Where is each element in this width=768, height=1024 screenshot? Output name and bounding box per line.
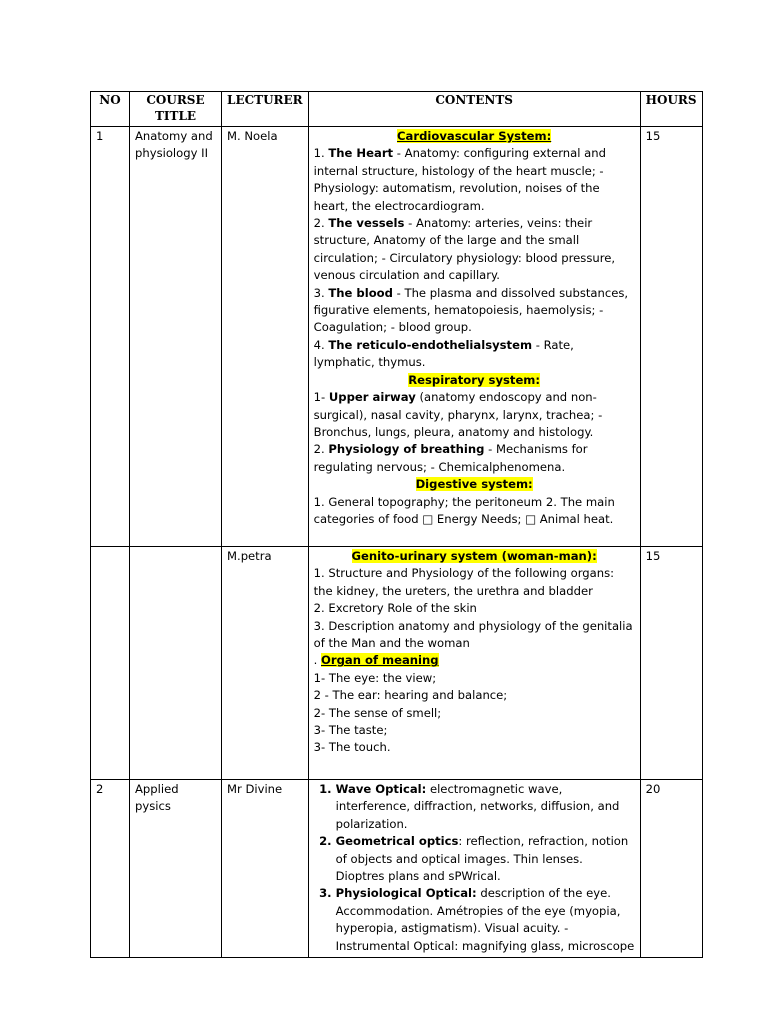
content-item: 1. The Heart - Anatomy: configuring external and internal structure, histology of the heart muscle; - Physiology: automatism, revolution, noises of the heart, the electrocardiogram.	[313, 146, 606, 213]
course-title: Applied pysics	[130, 780, 222, 958]
content-item: 2 - The ear: hearing and balance;	[313, 688, 508, 703]
hours-value: 15	[640, 547, 702, 780]
section-heading-respiratory: Respiratory system:	[408, 372, 541, 387]
course-title: Anatomy and physiology II	[130, 127, 222, 547]
course-table	[90, 91, 703, 958]
table-row	[91, 780, 703, 958]
header-row	[91, 92, 703, 127]
content-item: 1. General topography; the peritoneum 2. The main categories of food □ Energy Needs; □ Animal heat.	[313, 494, 615, 526]
list-item: 3. Physiological Optical: description of the eye. Accommodation. Amétropies of the eye (myopia, hyperopia, astigmatism). Visual acuity. - Instrumental Optical: magnifying glass, microscope	[336, 885, 635, 955]
section-heading-cardiovascular: Cardiovascular System:	[397, 129, 552, 143]
header-course-title: COURSE TITLE	[130, 92, 222, 127]
content-item: 2- The sense of smell;	[313, 705, 442, 720]
row-number	[91, 547, 130, 780]
hours-value: 20	[640, 780, 702, 958]
content-item: 2. The vessels - Anatomy: arteries, veins: their structure, Anatomy of the large and the small circulation; - Circulatory physiology: blood pressure, venous circulation and capillary.	[313, 216, 616, 283]
list-item: 2. Geometrical optics: reflection, refraction, notion of objects and optical images. Thin lenses. Dioptres plans and sPWrical.	[336, 833, 635, 885]
section-heading-genito-urinary: Genito-urinary system (woman-man):	[351, 549, 597, 563]
lecturer-name: M. Noela	[222, 127, 309, 547]
content-item: 3. The blood - The plasma and dissolved substances, figurative elements, hematopoiesis, haemolysis; - Coagulation; - blood group.	[313, 285, 629, 335]
contents-cell	[308, 780, 640, 958]
contents-cell	[308, 547, 640, 780]
hours-value: 15	[640, 127, 702, 547]
course-title	[130, 547, 222, 780]
section-heading-organ: . Organ of meaning	[313, 653, 439, 668]
lecturer-name: M.petra	[222, 547, 309, 780]
header-contents: CONTENTS	[308, 92, 640, 127]
content-item: 2. Physiology of breathing - Mechanisms for regulating nervous; - Chemicalphenomena.	[313, 442, 588, 474]
lecturer-name: Mr Divine	[222, 780, 309, 958]
contents-cell	[308, 127, 640, 547]
row-number: 1	[91, 127, 130, 547]
content-item: 2. Excretory Role of the skin	[313, 601, 477, 616]
content-item: 3- The touch.	[313, 740, 391, 755]
content-item: 3- The taste;	[313, 723, 388, 738]
table-row	[91, 127, 703, 547]
list-item: 1. Wave Optical: electromagnetic wave, interference, diffraction, networks, diffusion, and polarization.	[336, 781, 635, 833]
row-number: 2	[91, 780, 130, 958]
content-item: 3. Description anatomy and physiology of the genitalia of the Man and the woman	[313, 618, 633, 651]
content-item: 1. Structure and Physiology of the following organs: the kidney, the ureters, the urethra and bladder	[313, 566, 615, 598]
section-heading-digestive: Digestive system:	[415, 477, 533, 492]
header-no: NO	[91, 92, 130, 127]
table-row	[91, 547, 703, 780]
content-item: 1- Upper airway (anatomy endoscopy and non-surgical), nasal cavity, pharynx, larynx, trachea; - Bronchus, lungs, pleura, anatomy and histology.	[313, 390, 603, 439]
content-item: 4. The reticulo-endothelialsystem - Rate, lymphatic, thymus.	[313, 337, 574, 370]
numbered-list	[314, 781, 635, 955]
content-item: 1- The eye: the view;	[313, 670, 437, 685]
header-hours: HOURS	[640, 92, 702, 127]
header-lecturer: LECTURER	[222, 92, 309, 127]
